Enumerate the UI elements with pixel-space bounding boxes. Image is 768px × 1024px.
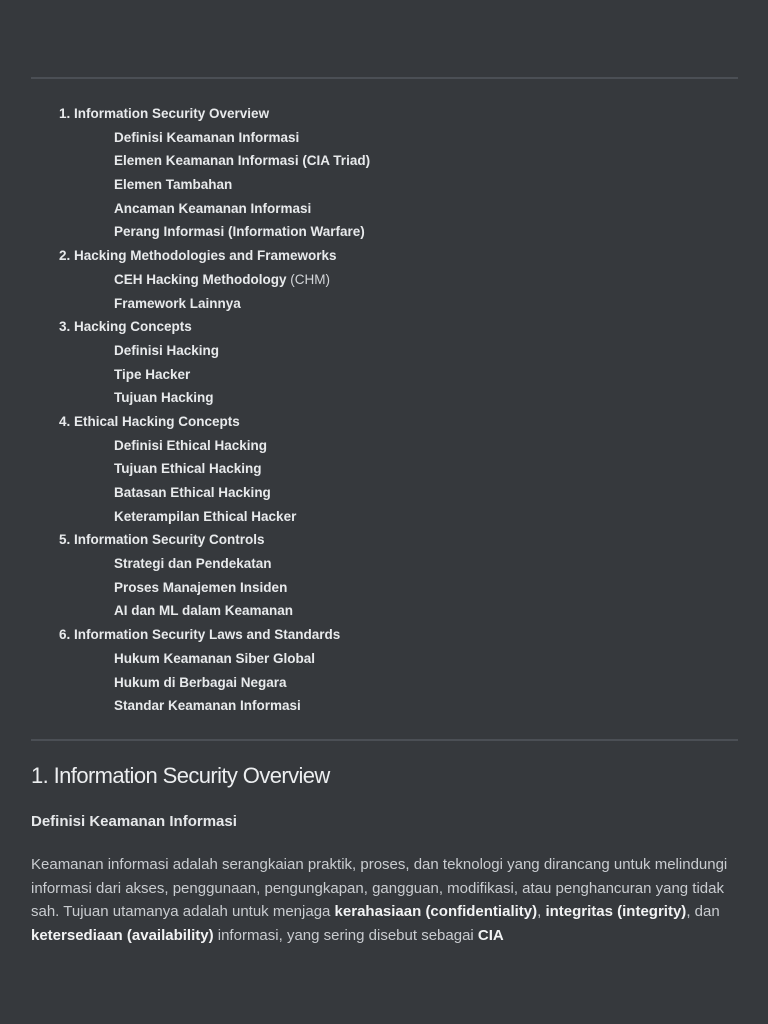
toc-link[interactable]: Tujuan Hacking: [114, 390, 214, 406]
toc-subitem: [59, 126, 370, 150]
paragraph-text: ,: [537, 903, 546, 921]
toc-link[interactable]: 3. Hacking Concepts: [59, 319, 192, 335]
toc-link[interactable]: CEH Hacking Methodology: [114, 271, 287, 287]
paragraph-text: , dan: [686, 903, 720, 921]
paragraph-text: informasi, yang sering disebut sebagai: [213, 926, 478, 944]
toc-link[interactable]: Elemen Keamanan Informasi (CIA Triad): [114, 153, 371, 169]
toc-subitem: [59, 481, 370, 505]
toc-subitem: [59, 434, 370, 458]
toc-item: [59, 315, 370, 339]
toc-link[interactable]: Tujuan Ethical Hacking: [114, 461, 262, 477]
toc-subitem: [59, 647, 370, 671]
toc-link[interactable]: AI dan ML dalam Keamanan: [114, 603, 294, 619]
toc-subitem: [59, 149, 370, 173]
toc-subitem: [59, 197, 370, 221]
toc-link[interactable]: Ancaman Keamanan Informasi: [114, 200, 312, 216]
toc-link[interactable]: Definisi Ethical Hacking: [114, 437, 268, 453]
toc-subitem: [59, 292, 370, 316]
toc-item: [59, 623, 370, 647]
toc-link[interactable]: Hukum Keamanan Siber Global: [114, 650, 316, 666]
toc-subitem: [59, 599, 370, 623]
table-of-contents: [59, 102, 370, 718]
toc-link[interactable]: 6. Information Security Laws and Standards: [59, 627, 341, 643]
toc-subitem: [59, 694, 370, 718]
toc-link[interactable]: Definisi Hacking: [114, 342, 220, 358]
toc-link[interactable]: Definisi Keamanan Informasi: [114, 129, 300, 145]
body-paragraph: [31, 853, 743, 947]
toc-subitem: [59, 173, 370, 197]
toc-link-suffix: (CHM): [286, 271, 331, 287]
section-title: 1. Information Security Overview: [31, 763, 330, 788]
toc-subitem: [59, 339, 370, 363]
toc-link[interactable]: 5. Information Security Controls: [59, 532, 265, 548]
toc-link[interactable]: 2. Hacking Methodologies and Frameworks: [59, 248, 337, 264]
toc-link[interactable]: Perang Informasi (Information Warfare): [114, 224, 365, 240]
toc-link[interactable]: Framework Lainnya: [114, 295, 241, 311]
toc-item: [59, 244, 370, 268]
toc-subitem: [59, 268, 370, 292]
toc-link[interactable]: Batasan Ethical Hacking: [114, 485, 271, 500]
term-integrity: integritas (integrity): [545, 903, 687, 921]
toc-link[interactable]: Tipe Hacker: [114, 366, 191, 382]
toc-subitem: [59, 457, 370, 481]
section-divider: [31, 739, 738, 741]
toc-subitem: [59, 552, 370, 576]
top-divider: [31, 77, 738, 79]
toc-link[interactable]: 1. Information Security Overview: [59, 106, 270, 121]
paragraph-text: Keamanan informasi adalah serangkaian praktik, proses, dan teknologi yang dirancang untuk melindungi informasi dari akses, penggunaan, pengungkapan, gangguan, modifikasi, atau penghancuran yang tidak sah. Tujuan utamanya adalah untuk menjaga: [31, 856, 728, 921]
toc-link[interactable]: 4. Ethical Hacking Concepts: [59, 413, 240, 429]
term-confidentiality: kerahasiaan (confidentiality): [334, 903, 538, 921]
toc-subitem: [59, 671, 370, 695]
toc-subitem: [59, 220, 370, 244]
toc-subitem: [59, 505, 370, 529]
term-cia: CIA: [477, 926, 504, 944]
term-availability: ketersediaan (availability): [31, 926, 214, 944]
toc-item: [59, 410, 370, 434]
toc-link[interactable]: Keterampilan Ethical Hacker: [114, 508, 297, 524]
toc-item: [59, 102, 370, 126]
subsection-title: Definisi Keamanan Informasi: [31, 813, 237, 830]
toc-item: [59, 528, 370, 552]
toc-subitem: [59, 576, 370, 600]
toc-link[interactable]: Strategi dan Pendekatan: [114, 556, 272, 572]
toc-subitem: [59, 363, 370, 387]
toc-subitem: [59, 386, 370, 410]
toc-link[interactable]: Hukum di Berbagai Negara: [114, 674, 287, 690]
toc-link[interactable]: Elemen Tambahan: [114, 177, 233, 193]
toc-link[interactable]: Standar Keamanan Informasi: [114, 698, 301, 714]
toc-link[interactable]: Proses Manajemen Insiden: [114, 579, 288, 595]
